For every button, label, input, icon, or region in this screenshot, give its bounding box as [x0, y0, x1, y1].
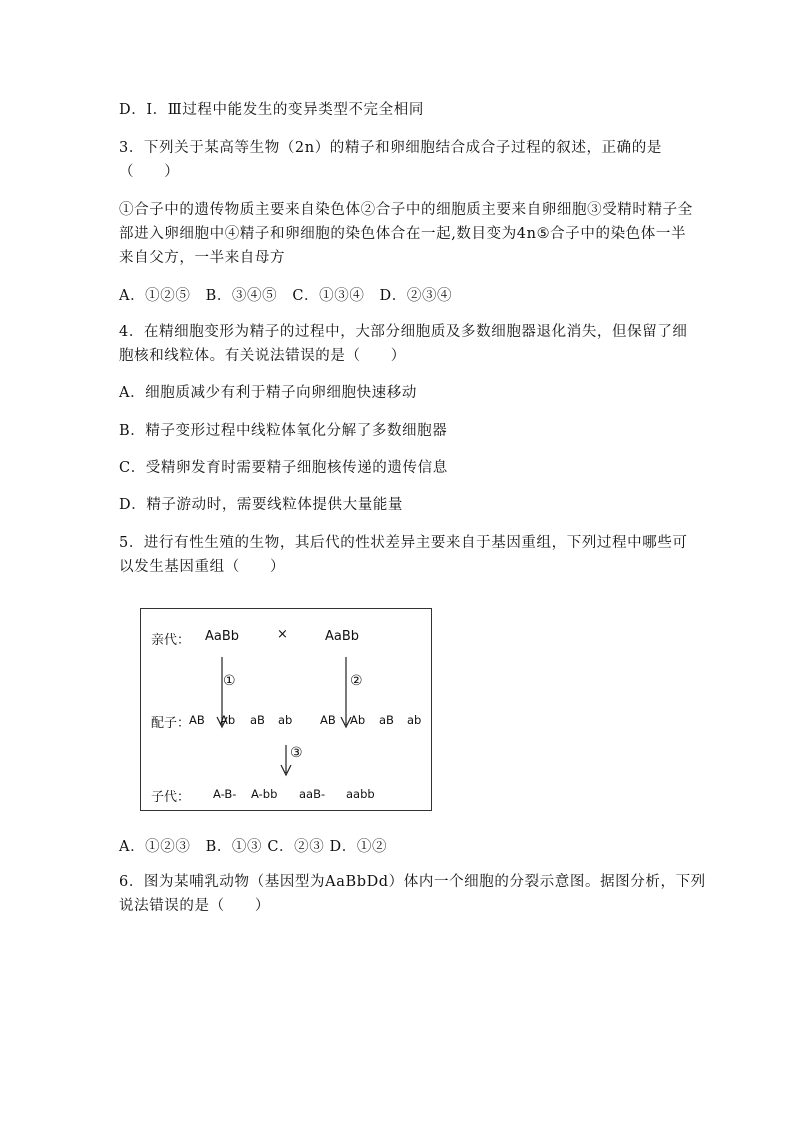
- text-line: 说法错误的是（ ）: [119, 898, 270, 914]
- offspring-genotype: aaB-: [299, 787, 326, 801]
- gamete: Ab: [220, 713, 236, 727]
- offspring-genotype: A-bb: [251, 787, 278, 801]
- question-5-stem: 5．进行有性生殖的生物，其后代的性状差异主要来自于基因重组，下列过程中哪些可: [119, 535, 688, 551]
- text-line: ①合子中的遗传物质主要来自染色体②合子中的细胞质主要来自卵细胞③受精时精子全: [119, 202, 693, 218]
- question-3-options: A．①②⑤ B．③④⑤ C．①③④ D．②③④: [119, 288, 453, 304]
- gamete: aB: [379, 713, 394, 727]
- step-2-label: ②: [350, 673, 363, 689]
- parent-2-genotype: AaBb: [325, 629, 360, 644]
- step-3-label: ③: [290, 745, 303, 761]
- question-4-stem: 4．在精细胞变形为精子的过程中，大部分细胞质及多数细胞器退化消失，但保留了细: [119, 324, 688, 340]
- question-5-options: A．①②③ B．①③ C．②③ D．①②: [119, 839, 388, 855]
- question-6-stem: 6．图为某哺乳动物（基因型为AaBbDd）体内一个细胞的分裂示意图。据图分析，下列: [119, 874, 706, 890]
- text-line: 胞核和线粒体。有关说法错误的是（ ）: [119, 348, 406, 364]
- gamete: aB: [250, 713, 265, 727]
- question-3-stem: 3．下列关于某高等生物（2n）的精子和卵细胞结合成合子过程的叙述，正确的是: [119, 140, 662, 156]
- parent-label: 亲代：: [151, 633, 191, 648]
- text-line: 以发生基因重组（ ）: [119, 559, 286, 575]
- gamete: ab: [407, 713, 422, 727]
- gamete: AB: [320, 713, 336, 727]
- text-line: D．Ⅰ．Ⅲ过程中能发生的变异类型不完全相同: [119, 102, 424, 118]
- offspring-genotype: aabb: [346, 787, 375, 801]
- cross-symbol: ×: [277, 627, 288, 642]
- gamete-label: 配子：: [151, 716, 191, 731]
- gamete: Ab: [350, 713, 366, 727]
- parent-1-genotype: AaBb: [205, 629, 240, 644]
- option-a: A．细胞质减少有利于精子向卵细胞快速移动: [119, 385, 417, 401]
- offspring-label: 子代：: [151, 790, 191, 805]
- genetics-diagram: [140, 608, 432, 811]
- gamete: ab: [278, 713, 293, 727]
- option-d: D．精子游动时，需要线粒体提供大量能量: [119, 497, 404, 513]
- text-line: 部进入卵细胞中④精子和卵细胞的染色体合在一起,数目变为4n⑤合子中的染色体一半: [119, 226, 687, 242]
- option-c: C．受精卵发育时需要精子细胞核传递的遗传信息: [119, 460, 448, 476]
- gamete: AB: [189, 713, 205, 727]
- text-line: 来自父方，一半来自母方: [119, 250, 286, 266]
- step-1-label: ①: [223, 673, 236, 689]
- text-line: （ ）: [119, 164, 180, 180]
- offspring-genotype: A-B-: [213, 787, 237, 801]
- option-b: B．精子变形过程中线粒体氧化分解了多数细胞器: [119, 423, 448, 439]
